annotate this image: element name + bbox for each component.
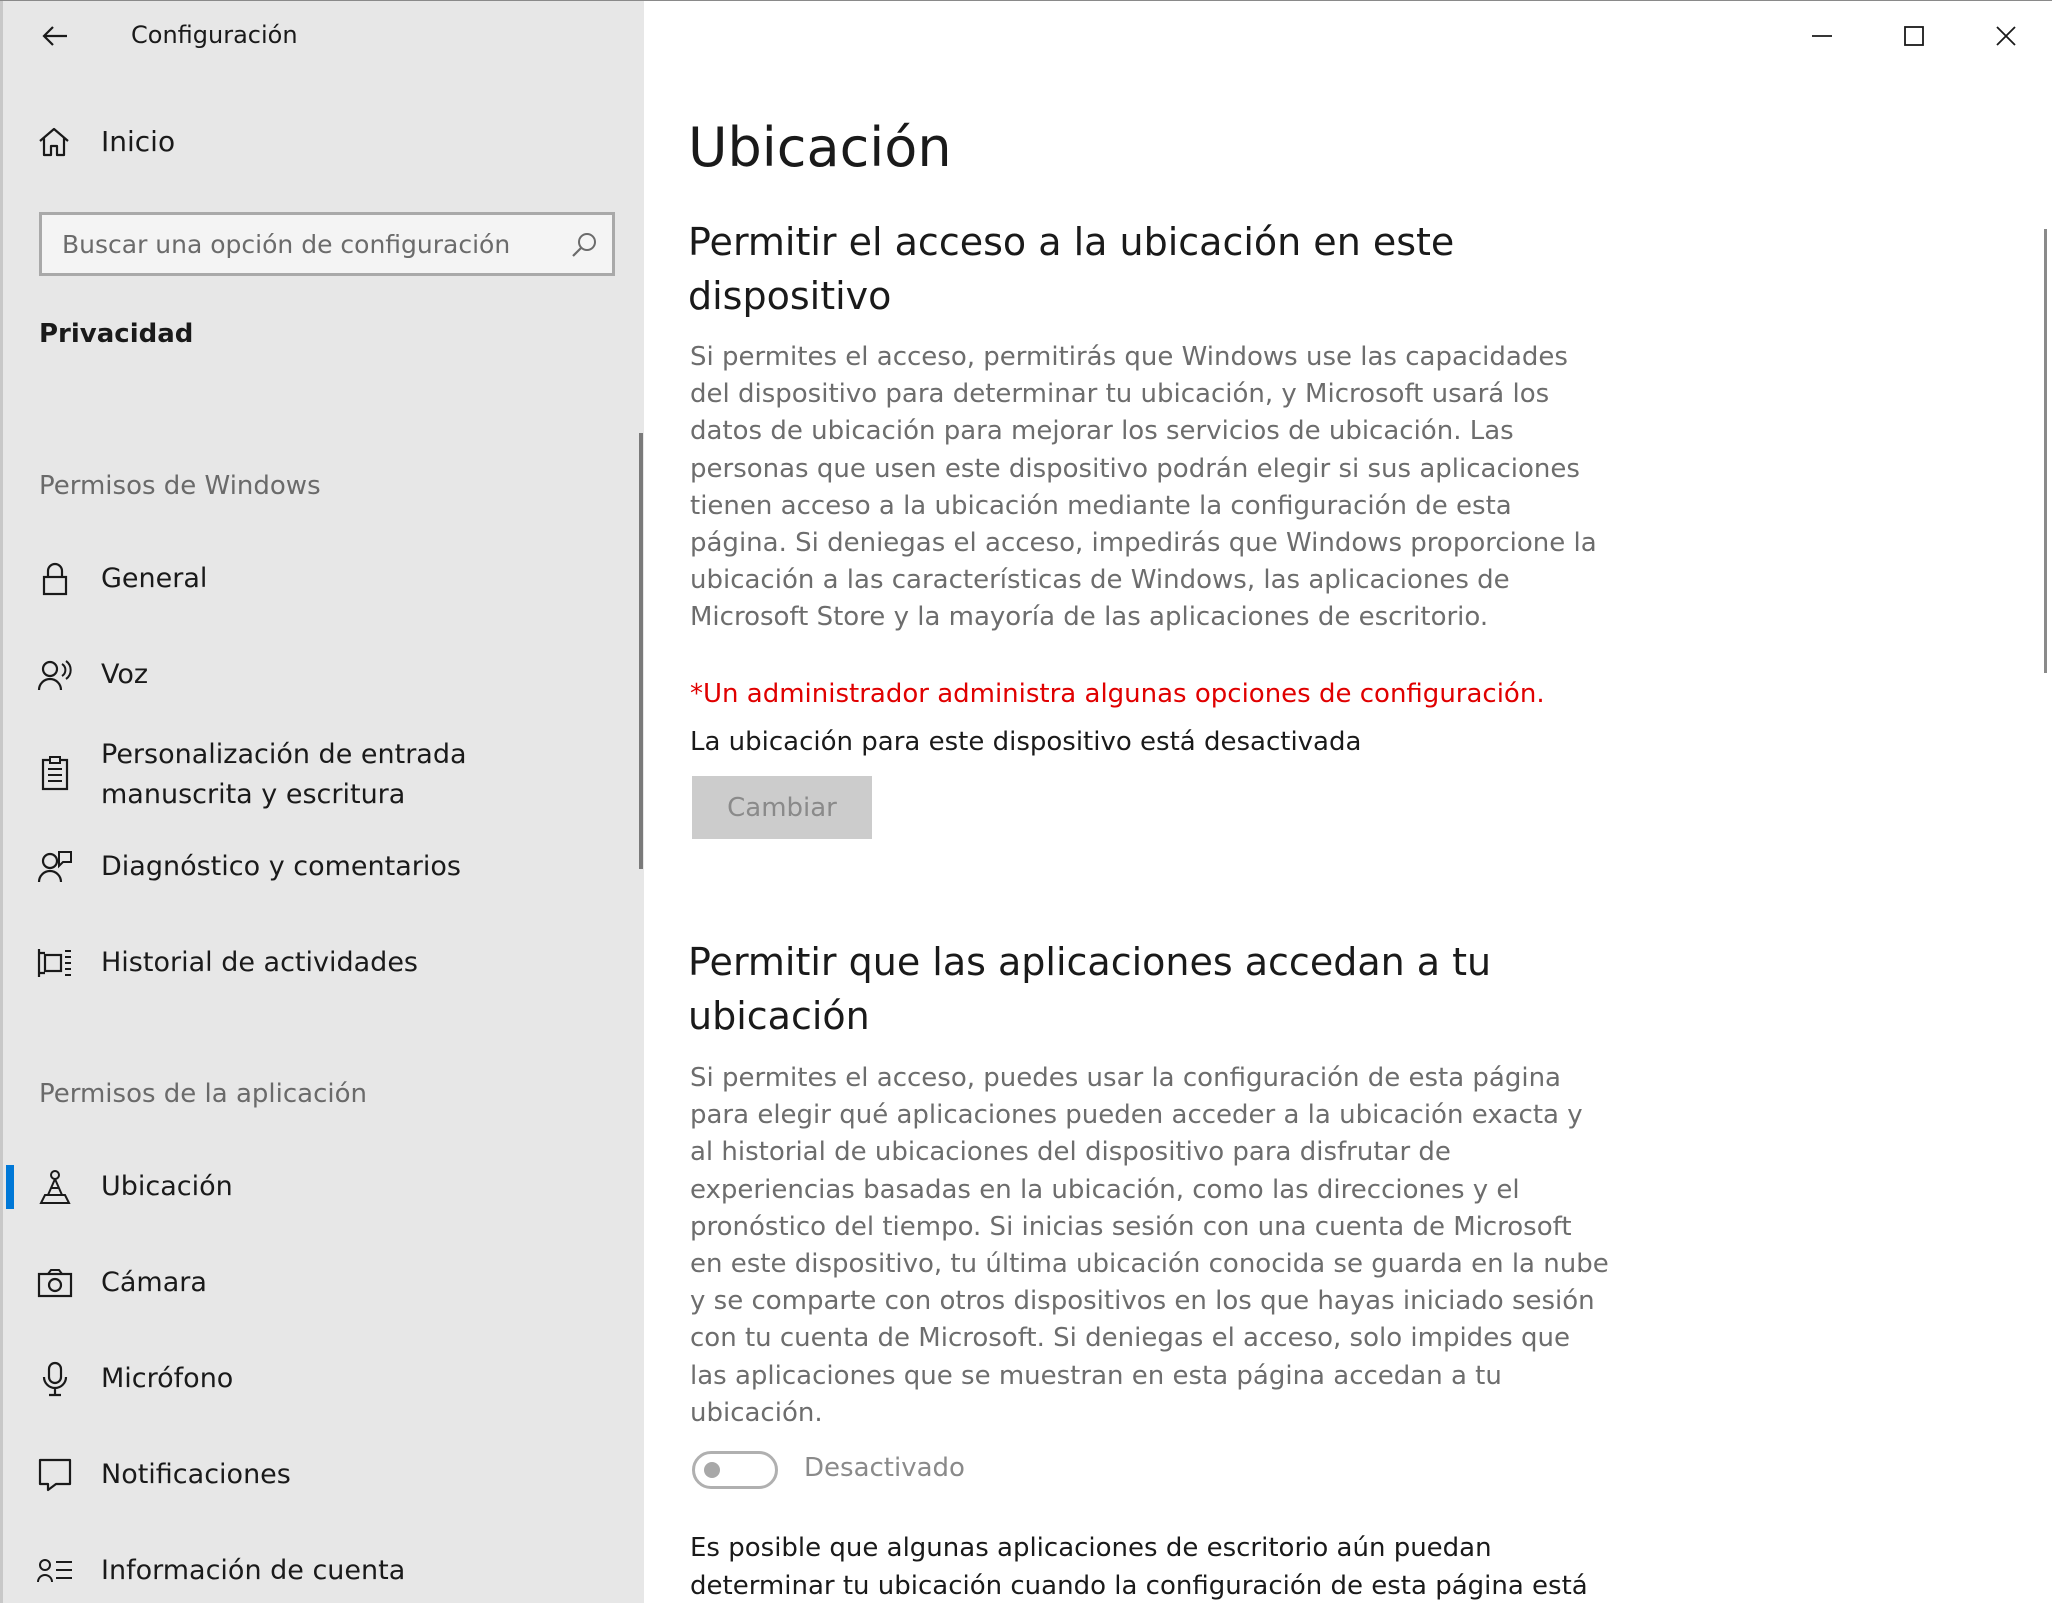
- location-icon: [37, 1169, 73, 1205]
- sidebar: [0, 1, 644, 1603]
- minimize-button[interactable]: [1792, 13, 1852, 59]
- change-button[interactable]: Cambiar: [692, 776, 872, 839]
- admin-managed-note: *Un administrador administra algunas opciones de configuración.: [690, 679, 1545, 709]
- app-title: Configuración: [131, 21, 298, 49]
- notification-icon: [37, 1457, 73, 1493]
- content-scrollbar[interactable]: [2044, 229, 2047, 673]
- speech-icon: [37, 657, 73, 693]
- maximize-button[interactable]: [1884, 13, 1944, 59]
- desktop-apps-note: Es posible que algunas aplicaciones de escritorio aún puedan determinar tu ubicación cuando la configuración de esta página está: [690, 1533, 1588, 1601]
- device-access-heading: Permitir el acceso a la ubicación en este dispositivo: [688, 220, 1455, 318]
- sidebar-item-label: Información de cuenta: [101, 1555, 406, 1586]
- sidebar-scrollbar[interactable]: [639, 433, 643, 869]
- section-title-privacy: Privacidad: [39, 319, 194, 349]
- maximize-icon: [1903, 25, 1925, 47]
- app-access-description: Si permites el acceso, puedes usar la configuración de esta página para elegir qué aplicaciones pueden acceder a la ubicación exacta y al historial de ubicaciones del dispositivo para disfrutar de experiencias basadas en la ubicación, como las direcciones y el pronóstico del tiempo. Si inicias sesión con una cuenta de Microsoft en este dispositivo, tu última ubicación conocida se guarda en la nube y se comparte con otros dispositivos en los que hayas iniciado sesión con tu cuenta de Microsoft. Si deniegas el acceso, solo impides que las aplicaciones que se muestran en esta página accedan a tu ubicación.: [690, 1063, 1609, 1428]
- toggle-knob: [704, 1462, 720, 1478]
- microphone-icon: [37, 1361, 73, 1397]
- sidebar-item-label: Cámara: [101, 1267, 207, 1298]
- lock-icon: [37, 561, 73, 597]
- sidebar-item-label: General: [101, 563, 208, 594]
- group-heading-app-permissions: Permisos de la aplicación: [39, 1079, 367, 1109]
- account-info-icon: [37, 1553, 73, 1589]
- page-title: Ubicación: [688, 116, 952, 179]
- toggle-state-label: Desactivado: [804, 1453, 965, 1483]
- search-box[interactable]: [39, 212, 615, 276]
- sidebar-item-label: Micrófono: [101, 1363, 234, 1394]
- location-access-toggle[interactable]: [692, 1451, 778, 1489]
- sidebar-item-label: Diagnóstico y comentarios: [101, 851, 461, 882]
- search-input[interactable]: [62, 219, 552, 269]
- group-heading-windows-permissions: Permisos de Windows: [39, 471, 321, 501]
- search-icon[interactable]: [570, 231, 598, 259]
- sidebar-item-label: Historial de actividades: [101, 947, 418, 978]
- app-access-heading: Permitir que las aplicaciones accedan a tu ubicación: [688, 940, 1492, 1038]
- home-icon: [37, 126, 71, 158]
- camera-icon: [37, 1265, 73, 1301]
- minimize-icon: [1811, 25, 1833, 47]
- clipboard-icon: [37, 755, 73, 791]
- content-pane: [644, 1, 2052, 1603]
- feedback-icon: [37, 849, 73, 885]
- close-button[interactable]: [1976, 13, 2036, 59]
- sidebar-item-label: Notificaciones: [101, 1459, 291, 1490]
- device-location-status: La ubicación para este dispositivo está desactivada: [690, 727, 1362, 757]
- sidebar-item-label: Voz: [101, 659, 149, 690]
- back-button[interactable]: [31, 15, 79, 57]
- home-label: Inicio: [101, 125, 176, 158]
- sidebar-item-label: Personalización de entrada manuscrita y escritura: [101, 739, 467, 810]
- sidebar-item-label: Ubicación: [101, 1171, 233, 1202]
- timeline-icon: [37, 945, 73, 981]
- active-indicator: [6, 1165, 14, 1209]
- device-access-description: Si permites el acceso, permitirás que Windows use las capacidades del dispositivo para determinar tu ubicación, y Microsoft usará los datos de ubicación para mejorar los servicios de ubicación. Las personas que usen este dispositivo podrán elegir si sus aplicaciones tienen acceso a la ubicación mediante la configuración de esta página. Si deniegas el acceso, impedirás que Windows proporcione la ubicación a las características de Windows, las aplicaciones de Microsoft Store y la mayoría de las aplicaciones de escritorio.: [690, 342, 1597, 633]
- close-icon: [1995, 25, 2017, 47]
- back-arrow-icon: [41, 24, 69, 48]
- sidebar-item-home[interactable]: [37, 125, 175, 158]
